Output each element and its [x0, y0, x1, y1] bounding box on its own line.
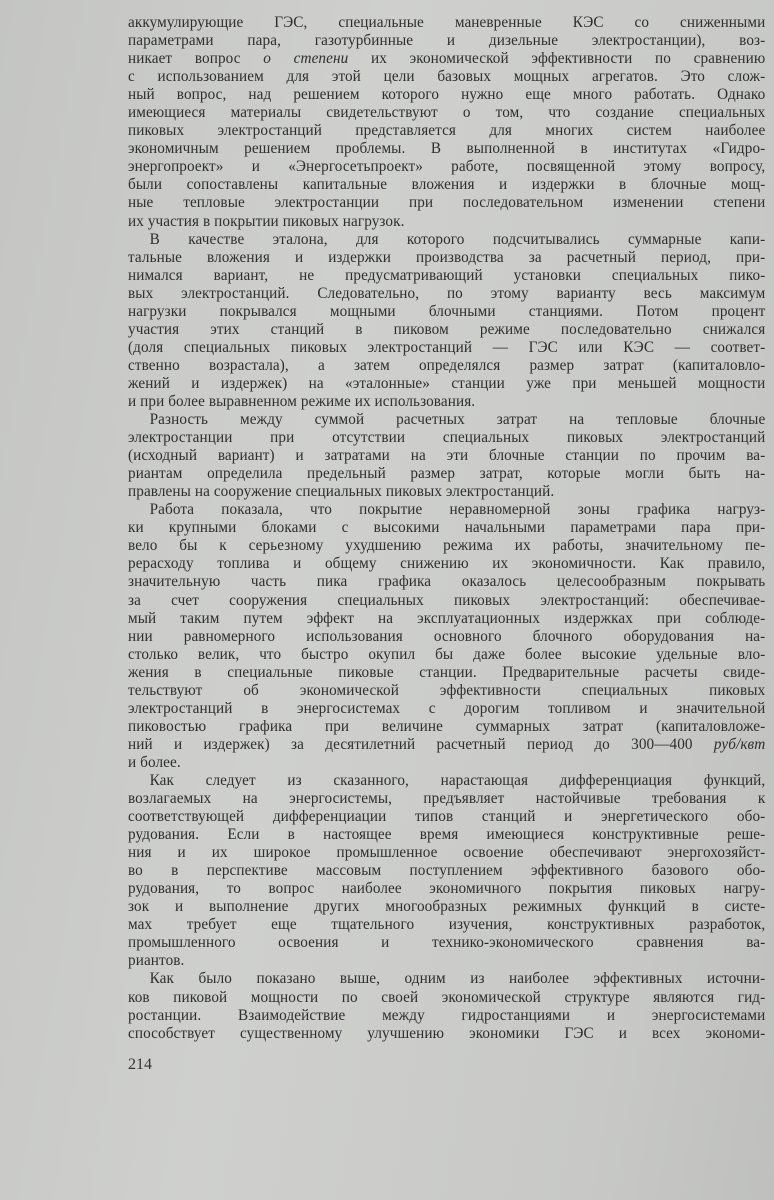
text-line: Как было показано выше, одним из наиболее эффективных источни-: [149, 969, 766, 988]
text-line: никает вопрос о степени их экономической эффективности по сравнению: [128, 49, 766, 68]
paragraph: [128, 771, 766, 970]
paragraph: [128, 500, 766, 771]
text-line: и при более выравненном режиме их использования.: [128, 391, 476, 410]
text-line: рерасходу топлива и общему снижению их экономичности. Как правило,: [128, 554, 766, 573]
text-line: участия этих станций в пиковом режиме последовательно снижался: [128, 319, 766, 338]
text-line: параметрами пара, газотурбинные и дизельные электростанции), воз-: [128, 31, 766, 50]
text-line: Работа показала, что покрытие неравномерной зоны графика нагруз-: [149, 500, 766, 519]
text-line: ные тепловые электростанции при последовательном изменении степени: [128, 193, 766, 212]
text-line: их участия в покрытии пиковых нагрузок.: [128, 211, 405, 230]
paragraph: [128, 410, 766, 500]
text-line: энергопроект» и «Энергосетьпроект» работе, посвященной этому вопросу,: [128, 157, 766, 176]
text-line: зок и выполнение других многообразных режимных функций в систе-: [128, 897, 766, 916]
paragraph: [128, 230, 766, 410]
text-line: способствует существенному улучшению экономики ГЭС и всех экономи-: [128, 1023, 766, 1042]
text-line: ков пиковой мощности по своей экономической структуре являются гид-: [128, 987, 766, 1006]
text-line: во в перспективе массовым поступлением эффективного базового обо-: [128, 861, 766, 880]
page-body: [128, 13, 766, 1042]
text-line: В качестве эталона, для которого подсчитывались суммарные капи-: [149, 229, 766, 248]
text-line: значительную часть пика графика оказалось целесообразным покрывать: [128, 572, 766, 591]
text-line: ный вопрос, над решением которого нужно еще много работать. Однако: [128, 85, 766, 104]
text-line: возлагаемых на энергосистемы, предъявляет настойчивые требования к: [128, 789, 766, 808]
text-line: имеющиеся материалы свидетельствуют о том, что создание специальных: [128, 103, 766, 122]
text-line: электростанций в энергосистемах с дорогим топливом и значительной: [128, 698, 766, 717]
text-line: нии равномерного использования основного блочного оборудования на-: [128, 626, 766, 645]
text-line: электростанции при отсутствии специальных пиковых электростанций: [128, 428, 766, 447]
text-line: риантам определила предельный размер затрат, которые могли быть на-: [128, 464, 766, 483]
text-line: правлены на сооружение специальных пиковых электростанций.: [128, 482, 555, 501]
text-line: нагрузки покрывался мощными блочными станциями. Потом процент: [128, 301, 766, 320]
text-line: ки крупными блоками с высокими начальными параметрами пара при-: [128, 518, 766, 537]
text-line: вело бы к серьезному ухудшению режима их работы, значительному пе-: [128, 536, 766, 555]
text-line: пиковостью графика при величине суммарных затрат (капиталовложе-: [128, 716, 766, 735]
text-line: рудования. Если в настоящее время имеющиеся конструктивные реше-: [128, 825, 766, 844]
text-line: риантов.: [128, 951, 185, 970]
text-line: за счет сооружения специальных пиковых электростанций: обеспечивае-: [128, 590, 766, 609]
page-number: 214: [128, 1056, 152, 1073]
text-line: тельствуют об экономической эффективности специальных пиковых: [128, 680, 766, 699]
text-line: жения в специальные пиковые станции. Предварительные расчеты свиде-: [128, 662, 766, 681]
text-line: ростанции. Взаимодействие между гидростанциями и энергосистемами: [128, 1005, 766, 1024]
text-line: рудования, то вопрос наиболее экономичного покрытия пиковых нагру-: [128, 879, 766, 898]
text-line: (доля специальных пиковых электростанций — ГЭС или КЭС — соответ-: [128, 337, 766, 356]
text-line: ственно возрастала), а затем определялся размер затрат (капиталовло-: [128, 355, 766, 374]
text-line: были сопоставлены капитальные вложения и издержки в блочные мощ-: [128, 175, 766, 194]
text-line: ния и их широкое промышленное освоение обеспечивают энергохозяйст-: [128, 843, 766, 862]
text-line: соответствующей дифференциации типов станций и энергетического обо-: [128, 807, 766, 826]
text-line: промышленного освоения и технико-экономического сравнения ва-: [128, 933, 766, 952]
text-line: (исходный вариант) и затратами на эти блочные станции по прочим ва-: [128, 446, 766, 465]
text-line: нимался вариант, не предусматривающий установки специальных пико-: [128, 265, 766, 284]
text-line: пиковых электростанций представляется для многих систем наиболее: [128, 121, 766, 140]
text-line: и более.: [128, 752, 181, 771]
text-line: аккумулирующие ГЭС, специальные маневренные КЭС со сниженными: [128, 13, 766, 31]
text-line: экономичным решением проблемы. В выполненной в институтах «Гидро-: [128, 139, 766, 158]
text-line: Разность между суммой расчетных затрат на тепловые блочные: [149, 410, 766, 429]
text-line: мый таким путем эффект на эксплуатационных издержках при соблюде-: [128, 608, 766, 627]
italic-text: руб/квт: [713, 734, 766, 753]
text-line: с использованием для этой цели базовых мощных агрегатов. Это слож-: [128, 67, 766, 86]
italic-text: о степени: [263, 49, 349, 68]
paragraph: [128, 13, 766, 230]
text-line: вых электростанций. Следовательно, по этому варианту весь максимум: [128, 283, 766, 302]
text-line: Как следует из сказанного, нарастающая дифференциация функций,: [149, 770, 766, 789]
text-line: жений и издержек) на «эталонные» станции уже при меньшей мощности: [128, 373, 766, 392]
text-line: ний и издержек) за десятилетний расчетный период до 300—400 руб/квт: [128, 734, 766, 753]
paragraph: [128, 969, 766, 1041]
text-line: тальные вложения и издержки производства за расчетный период, при-: [128, 247, 766, 266]
text-line: столько велик, что быстро окупил бы даже более высокие удельные вло-: [128, 644, 766, 663]
text-line: мах требует еще тщательного изучения, конструктивных разработок,: [128, 915, 766, 934]
